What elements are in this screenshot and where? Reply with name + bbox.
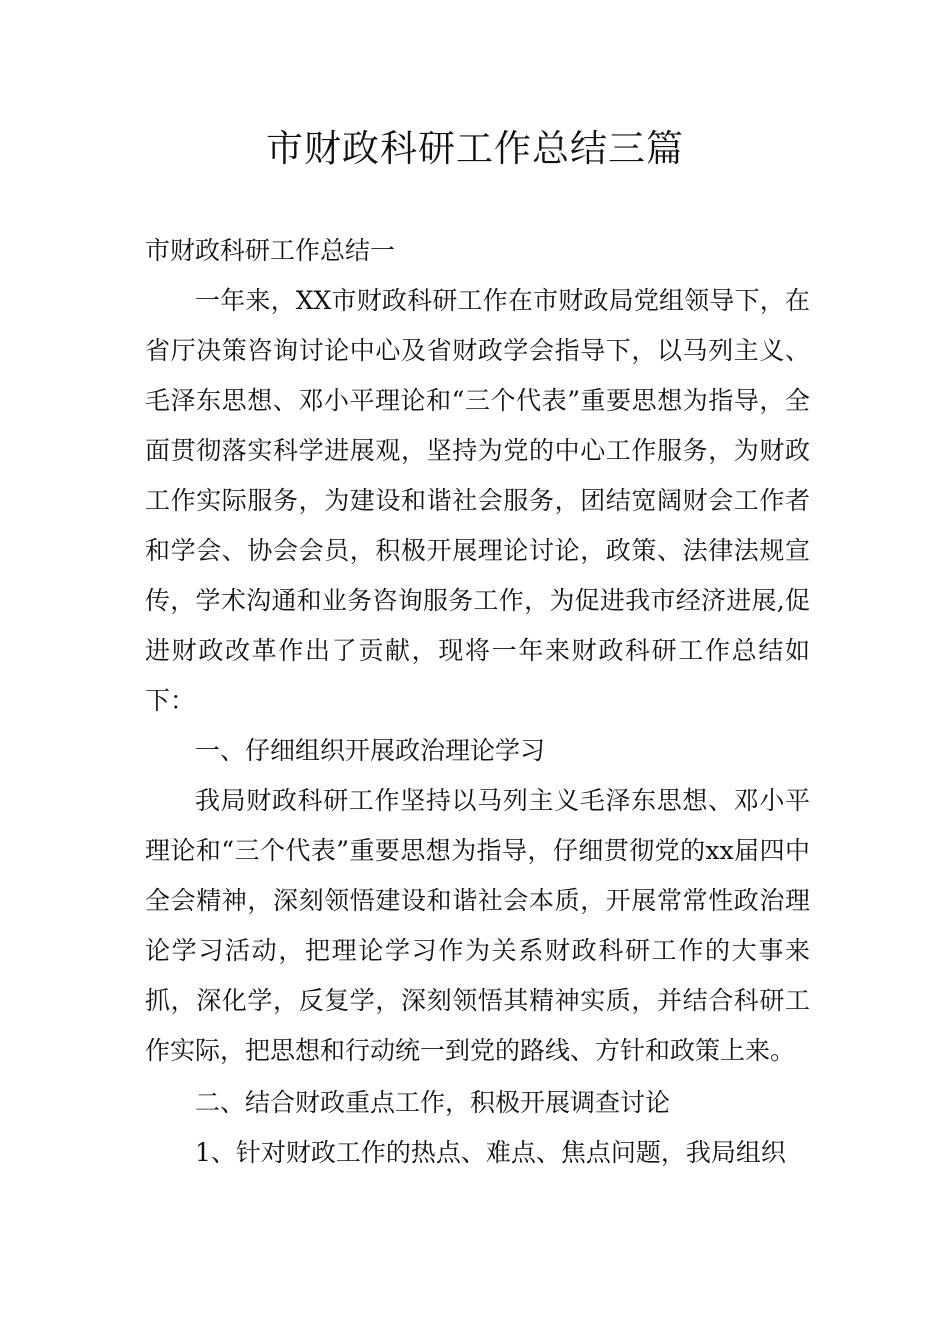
paragraph: 1、针对财政工作的热点、难点、焦点问题，我局组织	[195, 1138, 786, 1167]
subsection-heading: 一、仔细组织开展政治理论学习	[195, 736, 546, 765]
document-title: 市财政科研工作总结三篇	[266, 127, 684, 170]
section-heading: 市财政科研工作总结一	[145, 236, 396, 265]
document-body	[145, 226, 810, 1178]
paragraph: 一年来，XX市财政科研工作在市财政局党组领导下，在省厅决策咨询讨论中心及省财政学会指导下，以马列主义、毛泽东思想、邓小平理论和“三个代表”重要思想为指导，全面贯彻落实科学进展观，坚持为党的中心工作服务，为财政工作实际服务，为建设和谐社会服务，团结宽阔财会工作者和学会、协会会员，积极开展理论讨论，政策、法律法规宣传，学术沟通和业务咨询服务工作，为促进我市经济进展,促进财政改革作出了贡献，现将一年来财政科研工作总结如下：	[145, 286, 810, 715]
subsection-heading: 二、结合财政重点工作，积极开展调查讨论	[195, 1088, 671, 1117]
paragraph: 我局财政科研工作坚持以马列主义毛泽东思想、邓小平理论和“三个代表”重要思想为指导，仔细贯彻党的xx届四中全会精神，深刻领悟建设和谐社会本质，开展常常性政治理论学习活动，把理论学习作为关系财政科研工作的大事来抓，深化学，反复学，深刻领悟其精神实质，并结合科研工作实际，把思想和行动统一到党的路线、方针和政策上来。	[145, 786, 810, 1065]
